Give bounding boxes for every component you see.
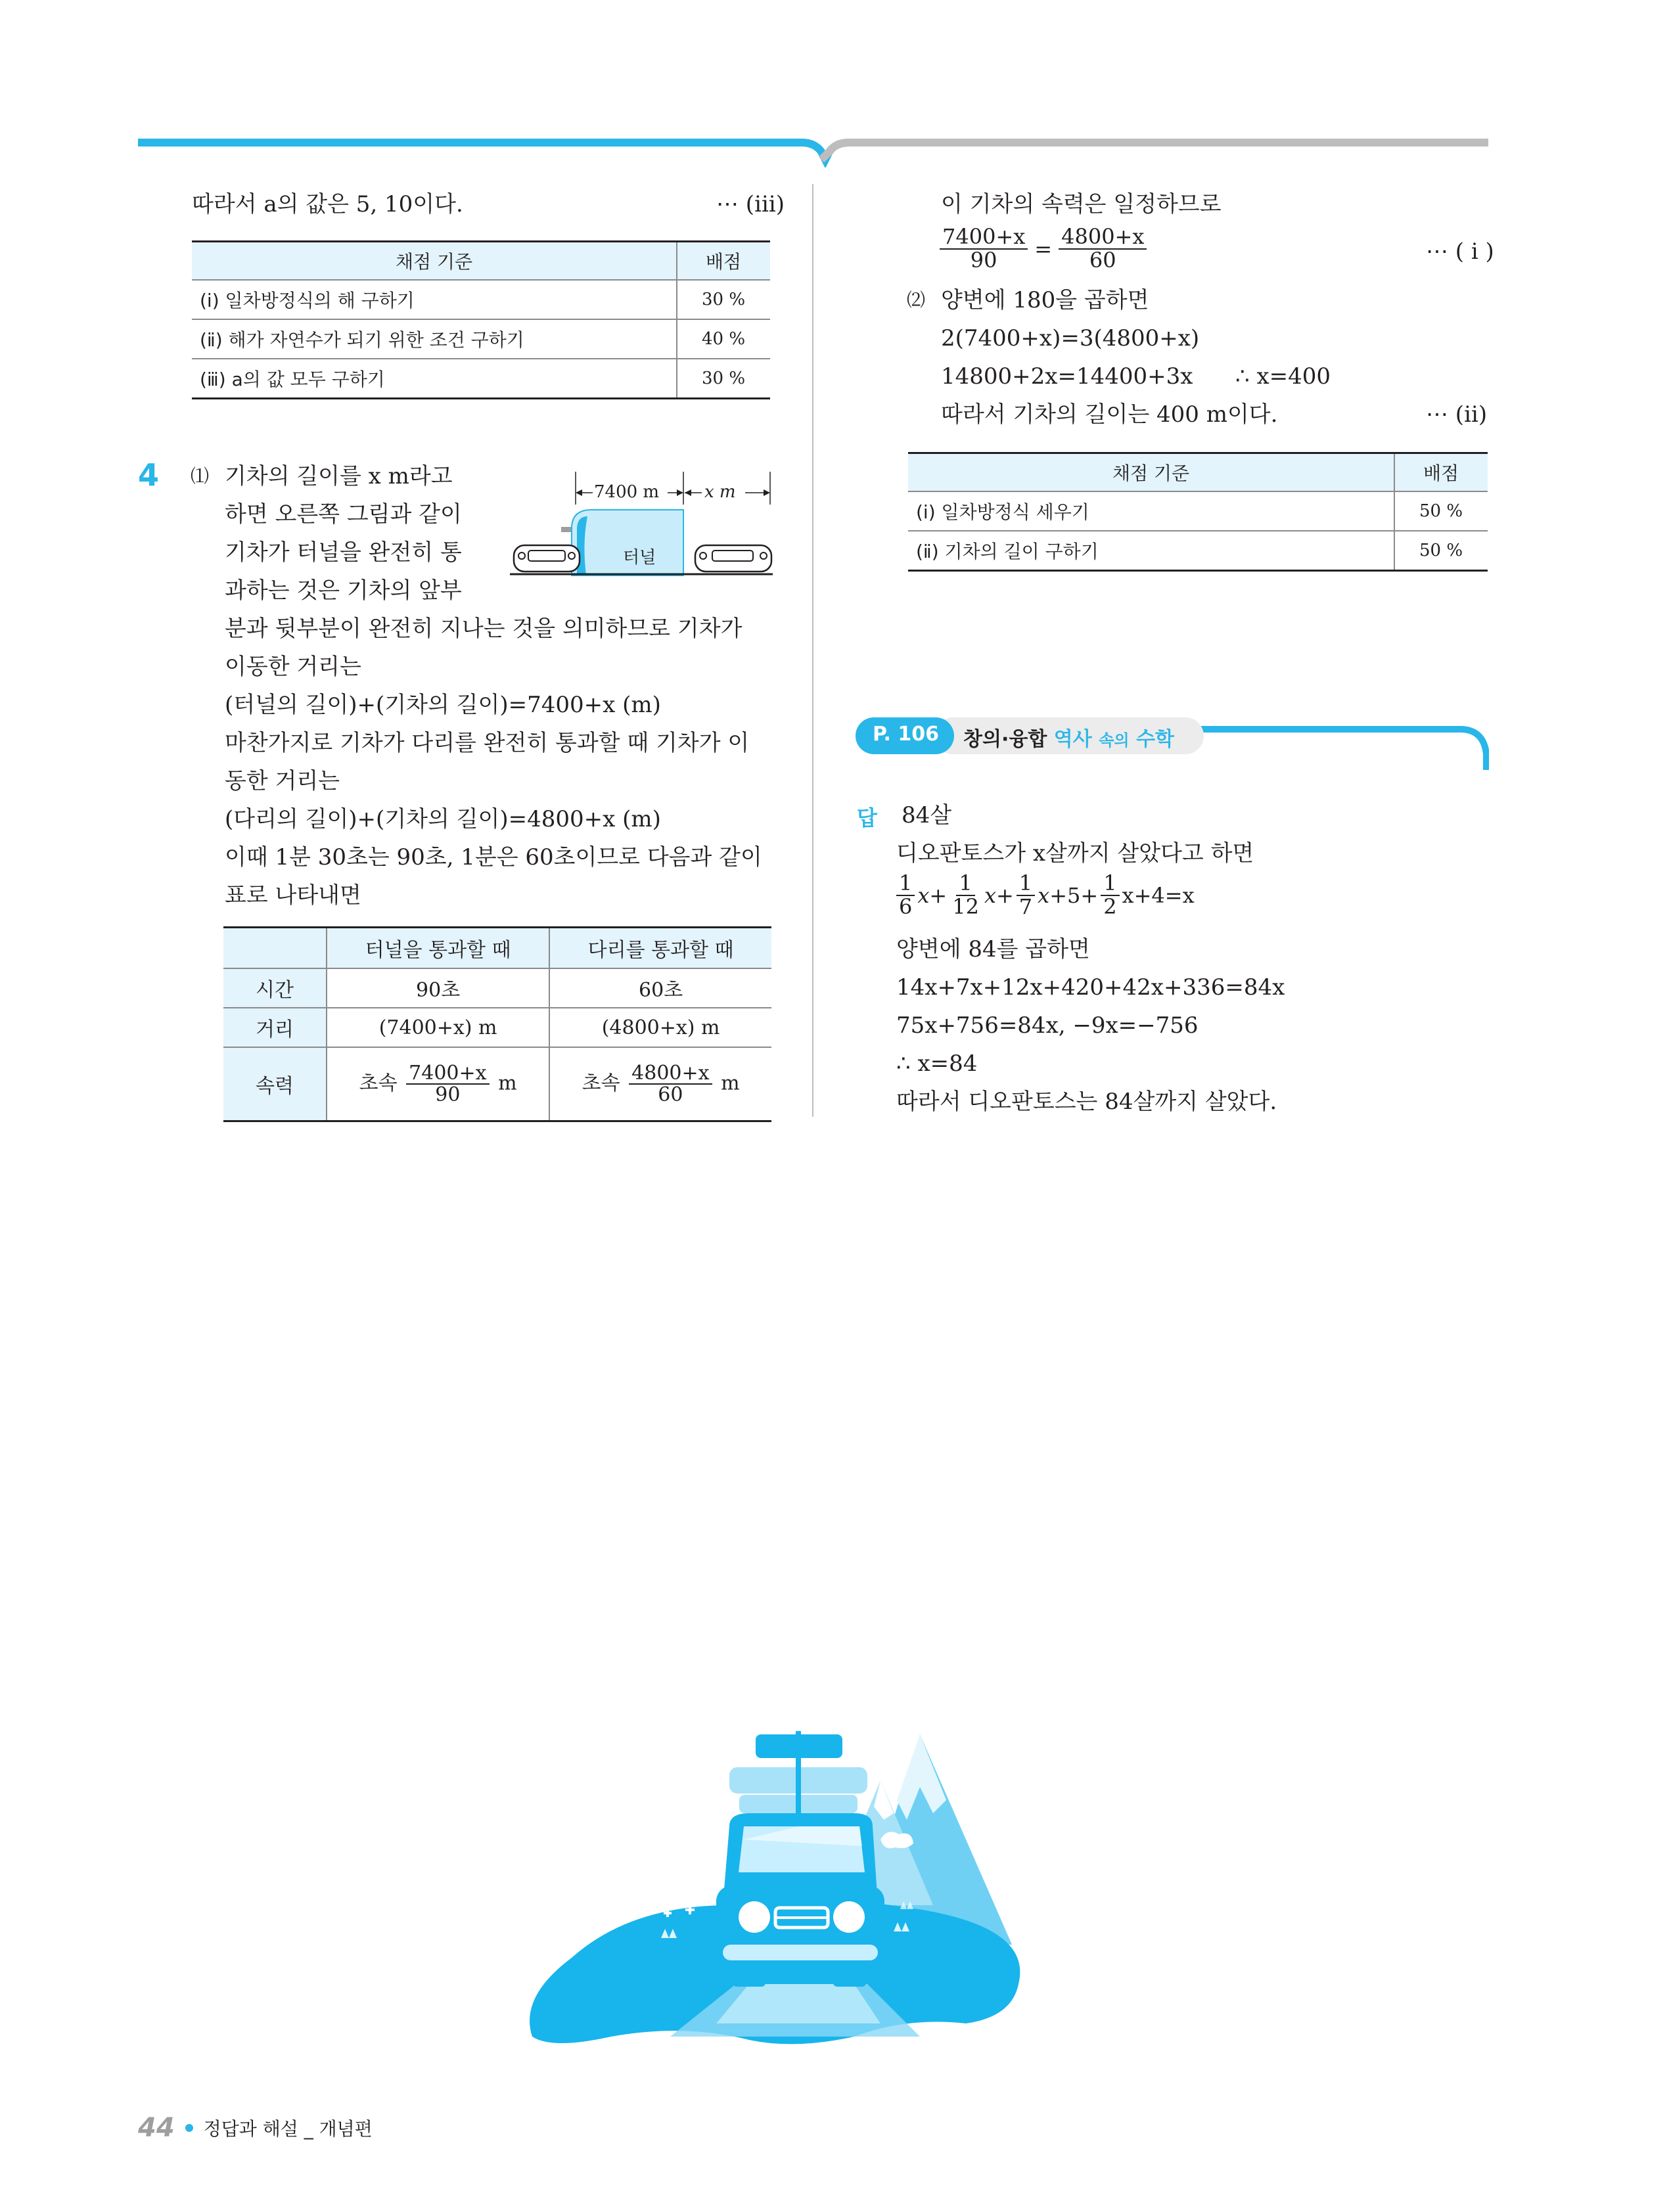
problem-line: 이동한 거리는 — [225, 654, 361, 680]
top-rule — [138, 135, 1492, 168]
score-table-2 — [908, 452, 1488, 572]
table-row — [223, 1047, 771, 1121]
score-criteria: (ⅲ) a의 값 모두 구하기 — [192, 359, 677, 399]
fraction-numerator: 1 — [896, 872, 915, 896]
eq1-tag: ⋯ ( i ) — [1426, 238, 1494, 265]
prev-conclusion-tag: ⋯ (iii) — [716, 191, 785, 217]
row-label-speed: 속력 — [223, 1047, 327, 1121]
cell-speed-bridge — [549, 1047, 771, 1121]
score-header-criteria: 채점 기준 — [192, 242, 677, 281]
fraction-denominator: 7 — [1018, 893, 1033, 919]
problem-line: 기차가 터널을 완전히 통 — [225, 539, 462, 566]
train-conclusion: 따라서 기차의 길이는 400 m이다. — [941, 401, 1278, 428]
score-header-criteria: 채점 기준 — [908, 453, 1394, 492]
score-points: 30 % — [677, 280, 770, 319]
score-header-points: 배점 — [1394, 453, 1488, 492]
section-label-creative: 창의·융합 — [963, 728, 1047, 751]
fraction — [896, 872, 915, 918]
car-mountain-illustration — [513, 1708, 1038, 2050]
bullet-dot — [185, 2124, 193, 2132]
tunnel-figure — [506, 464, 775, 582]
problem-line: 이때 1분 30초는 90초, 1분은 60초이므로 다음과 같이 — [225, 844, 762, 870]
score-criteria: (ⅰ) 일차방정식 세우기 — [908, 491, 1394, 531]
answer-line: ∴ x=84 — [896, 1050, 978, 1077]
problem-line: (터널의 길이)+(기차의 길이)=7400+x (m) — [225, 692, 661, 718]
page-number: 44 — [138, 2113, 175, 2143]
score-points: 50 % — [1394, 491, 1488, 531]
table-row — [223, 968, 771, 1008]
speed-header-tunnel: 터널을 통과할 때 — [327, 928, 549, 969]
fraction — [629, 1063, 712, 1106]
score-points: 50 % — [1394, 531, 1488, 571]
equation-3-result: ∴ x=400 — [1235, 363, 1331, 390]
answer-line: 75x+756=84x, −9x=−756 — [896, 1012, 1199, 1039]
cell-value: 90초 — [327, 968, 549, 1008]
answer-mark: 답 — [857, 805, 877, 830]
train-length-label: x m — [704, 482, 736, 502]
section-label-history: 역사 — [1053, 728, 1092, 751]
fraction-numerator: 7400+x — [406, 1063, 489, 1085]
problem-line: 분과 뒷부분이 완전히 지나는 것을 의미하므로 기차가 — [225, 616, 743, 642]
fraction-numerator: 1 — [1017, 872, 1035, 896]
answer-line: 양변에 84를 곱하면 — [896, 936, 1090, 962]
score-criteria: (ⅰ) 일차방정식의 해 구하기 — [192, 280, 677, 319]
footer — [138, 2113, 373, 2143]
fraction-denominator: 2 — [1103, 893, 1117, 919]
fraction-numerator: 1 — [956, 872, 974, 896]
section-header — [856, 717, 1489, 770]
speed-header-empty — [223, 928, 327, 969]
problem-line: 표로 나타내면 — [225, 882, 361, 909]
cell-value: 60초 — [549, 968, 771, 1008]
part2-line: 양변에 180을 곱하면 — [941, 287, 1149, 313]
fraction-denominator: 12 — [952, 893, 979, 919]
prev-conclusion: 따라서 a의 값은 5, 10이다. — [192, 191, 463, 217]
problem-line: 기차의 길이를 x m라고 — [225, 463, 453, 489]
fraction-numerator: 1 — [1101, 872, 1119, 896]
speed-prefix: 초속 — [582, 1072, 620, 1095]
table-row — [192, 359, 770, 399]
cell-value: (4800+x) m — [549, 1008, 771, 1047]
table-row — [908, 531, 1488, 571]
fraction-denominator: 60 — [1089, 247, 1116, 273]
score-points: 40 % — [677, 319, 770, 359]
fraction — [1101, 872, 1119, 918]
equation-tail: x+4=x — [1122, 882, 1195, 908]
equation-2: 2(7400+x)=3(4800+x) — [941, 325, 1200, 351]
fraction-denominator: 6 — [899, 893, 913, 919]
problem-line: (다리의 길이)+(기차의 길이)=4800+x (m) — [225, 806, 661, 832]
row-label-distance: 거리 — [223, 1008, 327, 1047]
speed-table — [223, 926, 771, 1122]
fraction — [940, 226, 1028, 271]
fraction-denominator: 90 — [435, 1083, 461, 1106]
right-line-constant: 이 기차의 속력은 일정하므로 — [941, 191, 1222, 217]
problem-line: 과하는 것은 기차의 앞부 — [225, 577, 462, 604]
fraction-numerator: 4800+x — [629, 1063, 712, 1085]
footer-title: 정답과 해설 _ 개념편 — [203, 2118, 373, 2140]
score-header-points: 배점 — [677, 242, 770, 281]
fraction-equation: $\frac{1}{6}$ x + $\frac{1}{12}$ x + $\frac{1}{7}$ x +5+ $\frac{1}{2}$ x+4=x — [894, 872, 1195, 918]
fraction — [1059, 226, 1147, 271]
cell-speed-tunnel — [327, 1047, 549, 1121]
fraction-numerator: 7400+x — [940, 226, 1028, 250]
tunnel-length-label: 7400 m — [594, 482, 660, 502]
answer-line: 14x+7x+12x+420+42x+336=84x — [896, 974, 1285, 1001]
answer-line: 디오판토스가 x살까지 살았다고 하면 — [896, 840, 1254, 867]
section-label-math: 수학 — [1136, 728, 1174, 751]
equals-sign: = — [1034, 236, 1053, 261]
section-page-ref: P. 106 — [873, 723, 939, 746]
score-table-1 — [192, 240, 770, 399]
table-row — [192, 319, 770, 359]
table-row — [223, 1008, 771, 1047]
part2-marker: ⑵ — [907, 289, 926, 311]
fraction — [949, 872, 982, 918]
section-title — [963, 723, 1174, 752]
problem-line: 하면 오른쪽 그림과 같이 — [225, 501, 462, 528]
fraction-denominator: 90 — [970, 247, 997, 273]
speed-unit: m — [721, 1072, 740, 1095]
column-divider — [812, 184, 813, 1117]
table-row — [192, 280, 770, 319]
equation-1 — [937, 226, 1149, 271]
part1-marker: ⑴ — [191, 465, 210, 487]
problem-line: 마찬가지로 기차가 다리를 완전히 통과할 때 기차가 이 — [225, 730, 750, 756]
score-criteria: (ⅱ) 해가 자연수가 되기 위한 조건 구하기 — [192, 319, 677, 359]
speed-header-bridge: 다리를 통과할 때 — [549, 928, 771, 969]
table-row — [908, 491, 1488, 531]
fraction — [406, 1063, 489, 1106]
answer-value: 84살 — [902, 802, 952, 828]
speed-unit: m — [498, 1072, 517, 1095]
score-criteria: (ⅱ) 기차의 길이 구하기 — [908, 531, 1394, 571]
fraction-denominator: 60 — [658, 1083, 683, 1106]
problem-number: 4 — [138, 457, 160, 493]
score-points: 30 % — [677, 359, 770, 399]
row-label-time: 시간 — [223, 968, 327, 1008]
fraction-numerator: 4800+x — [1059, 226, 1147, 250]
speed-prefix: 초속 — [359, 1072, 398, 1095]
train-conclusion-tag: ⋯ (ii) — [1426, 401, 1488, 428]
tunnel-label: 터널 — [623, 548, 656, 568]
answer-line: 따라서 디오판토스는 84살까지 살았다. — [896, 1089, 1277, 1115]
problem-line: 동한 거리는 — [225, 768, 340, 794]
section-label-in: 속의 — [1099, 731, 1130, 750]
fraction — [1017, 872, 1035, 918]
cell-value: (7400+x) m — [327, 1008, 549, 1047]
equation-3: 14800+2x=14400+3x — [941, 363, 1193, 390]
